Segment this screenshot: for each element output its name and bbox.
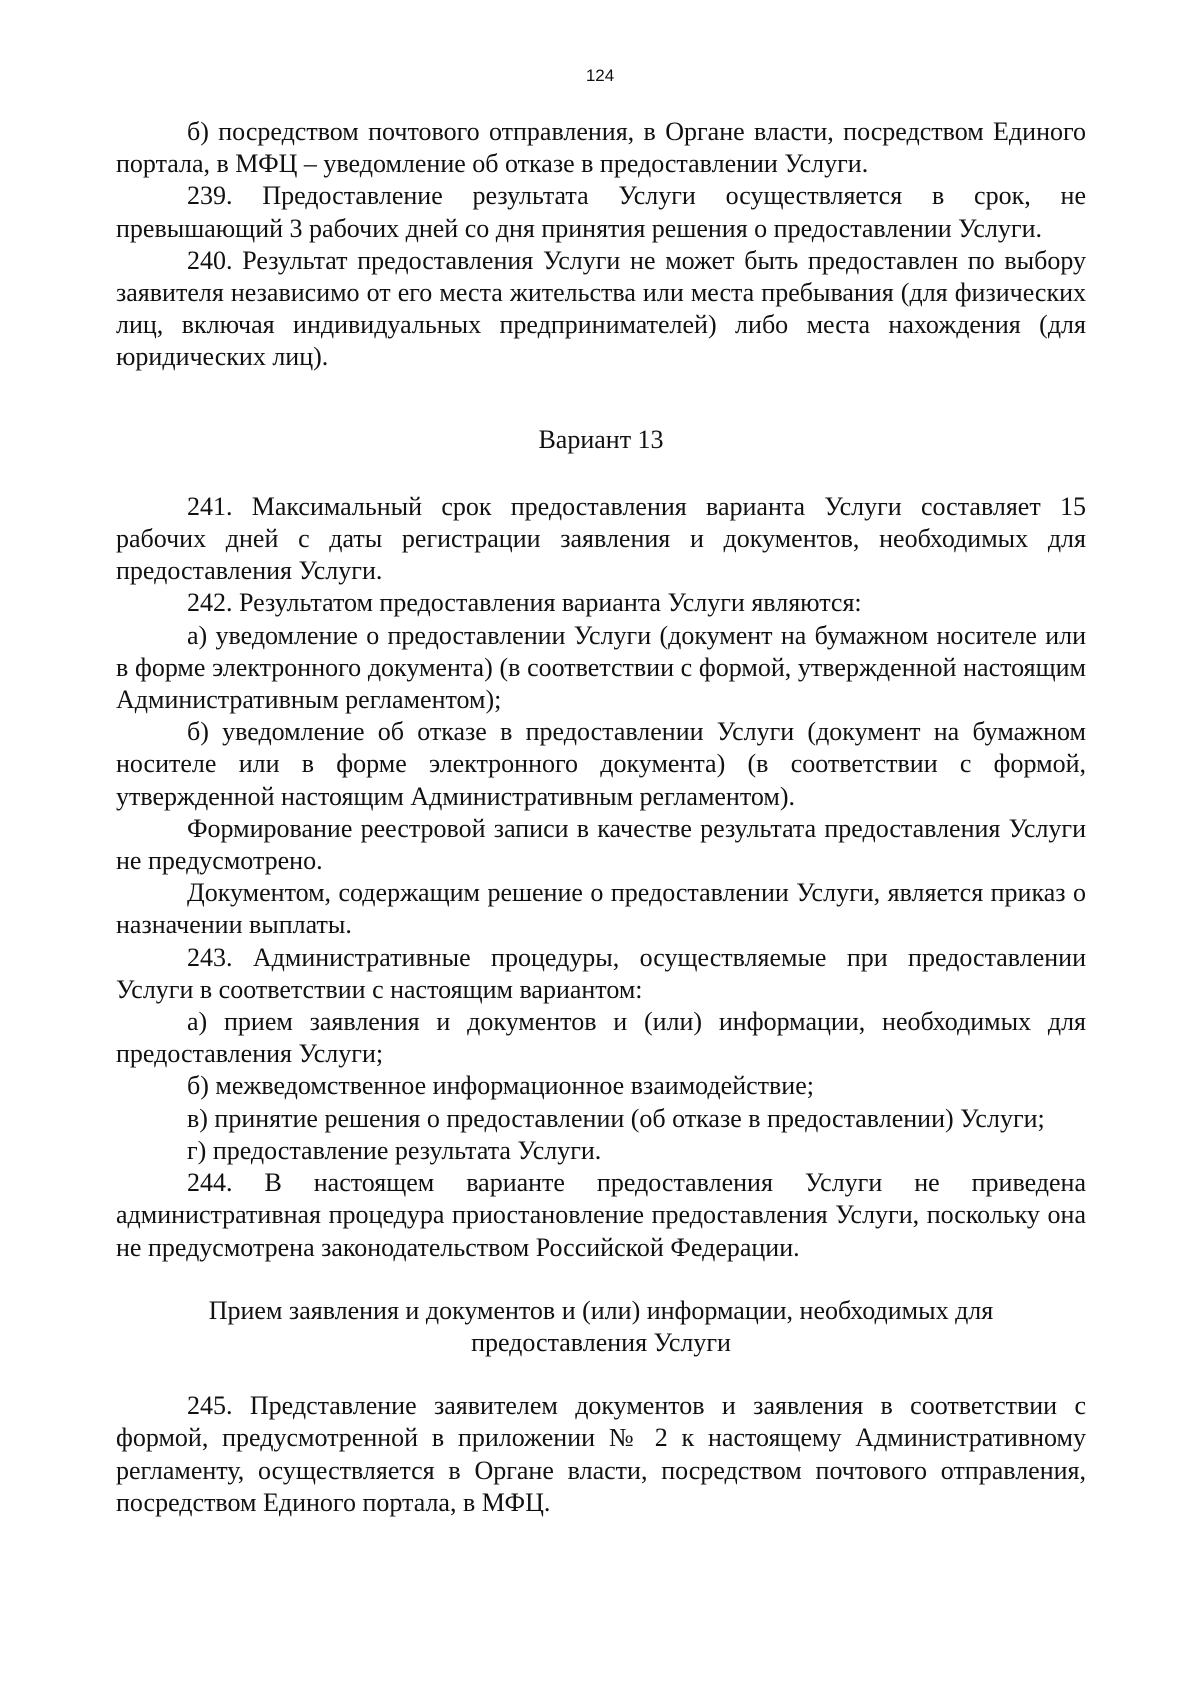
paragraph-243v: в) принятие решения о предоставлении (об отказе в предоставлении) Услуги; — [187, 1103, 1045, 1133]
heading-section-application — [116, 1295, 1086, 1359]
paragraph-243g: г) предоставление результата Услуги. — [187, 1135, 602, 1165]
paragraph-242a: а) уведомление о предоставлении Услуги (документ на бумажном носителе или в форме электронного документа) (в соответствии с формой, утвержденной настоящим Административным регламентом); — [116, 620, 1086, 715]
paragraph-244: 244. В настоящем варианте предоставления Услуги не приведена административная процедура приостановление предоставления Услуги, поскольку она не предусмотрена законодательством Российской Федерации. — [116, 1168, 1086, 1262]
paragraph-240: 240. Результат предоставления Услуги не может быть предоставлен по выбору заявителя независимо от его места жительства или места пребывания (для физических лиц, включая индивидуальных предпринимателей) либо места нахождения (для юридических лиц). — [116, 245, 1086, 372]
paragraph-242b: б) уведомление об отказе в предоставлении Услуги (документ на бумажном носителе или в форме электронного документа) (в соответствии с формой, утвержденной настоящим Административным регламентом). — [116, 717, 1086, 811]
page-number: 124 — [585, 66, 615, 85]
paragraph-242: 242. Результатом предоставления варианта Услуги являются: — [187, 588, 862, 618]
heading-section-line-2: предоставления Услуги — [471, 1327, 731, 1357]
paragraph-decision-document: Документом, содержащим решение о предоставлении Услуги, является приказ о назначении выплаты. — [116, 878, 1086, 940]
paragraph-243: 243. Административные процедуры, осуществляемые при предоставлении Услуги в соответствии с настоящим вариантом: — [116, 942, 1086, 1004]
paragraph-registry-note: Формирование реестровой записи в качестве результата предоставления Услуги не предусмотрено. — [116, 813, 1086, 876]
heading-variant-13: Вариант 13 — [538, 424, 664, 454]
paragraph-243a: а) прием заявления и документов и (или) информации, необходимых для предоставления Услуги; — [116, 1007, 1086, 1069]
paragraph-243b: б) межведомственное информационное взаимодействие; — [187, 1071, 814, 1101]
paragraph-241: 241. Максимальный срок предоставления варианта Услуги составляет 15 рабочих дней с даты регистрации заявления и документов, необходимых для предоставления Услуги. — [116, 491, 1086, 586]
document-body — [116, 116, 1086, 1519]
paragraph-245: 245. Представление заявителем документов и заявления в соответствии с формой, предусмотренной в приложении № 2 к настоящему Административному регламенту, осуществляется в Органе власти, посредством почтового отправления, посредством Единого портала, в МФЦ. — [116, 1391, 1086, 1517]
paragraph-239: 239. Предоставление результата Услуги осуществляется в срок, не превышающий 3 рабочих дней со дня принятия решения о предоставлении Услуги. — [116, 181, 1086, 243]
heading-section-line-1: Прием заявления и документов и (или) информации, необходимых для — [208, 1295, 994, 1325]
paragraph-238b: б) посредством почтового отправления, в Органе власти, посредством Единого портала, в МФЦ – уведомление об отказе в предоставлении Услуги. — [116, 117, 1086, 179]
